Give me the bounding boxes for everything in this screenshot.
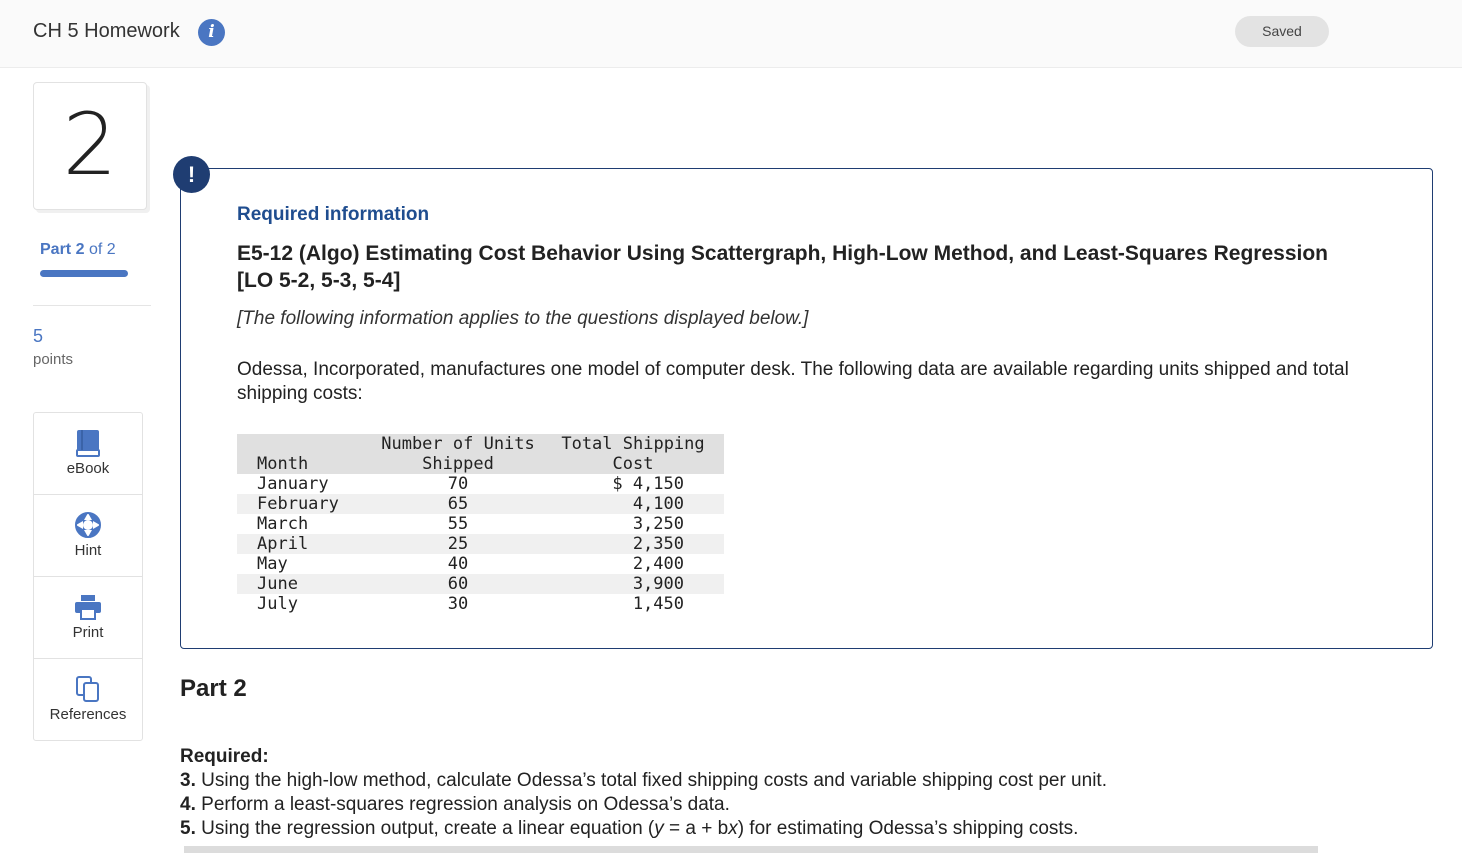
part-indicator [40, 241, 116, 259]
cell-month: July [257, 594, 298, 614]
cell-cost: 2,350 [632, 534, 684, 554]
table-header-row [237, 434, 724, 474]
hint-label: Hint [74, 542, 102, 559]
cell-units: 65 [447, 494, 469, 514]
part-progress-bar [40, 270, 128, 277]
header-cost: Total Shipping Cost [561, 434, 705, 474]
cell-units: 25 [447, 534, 469, 554]
cell-units: 40 [447, 554, 469, 574]
question-number: 2 [33, 82, 147, 210]
ebook-button[interactable] [34, 413, 142, 495]
required-info-heading: Required information [237, 204, 430, 225]
top-header [0, 0, 1462, 68]
table-row [237, 514, 724, 534]
rail-divider [33, 305, 151, 306]
table-row [237, 474, 724, 494]
requirement-5: 5. Using the regression output, create a linear equation (y = a + bx) for estimating Odessa’s shipping costs. [180, 818, 1079, 839]
assignment-title: CH 5 Homework [33, 20, 180, 42]
cell-month: January [257, 474, 329, 494]
print-label: Print [72, 624, 104, 641]
table-row [237, 554, 724, 574]
cell-month: June [257, 574, 298, 594]
table-body [237, 474, 724, 614]
cell-month: May [257, 554, 288, 574]
cell-month: February [257, 494, 339, 514]
printer-icon [34, 593, 142, 621]
cell-cost: 4,100 [632, 494, 684, 514]
exercise-title: E5-12 (Algo) Estimating Cost Behavior Using Scattergraph, High-Low Method, and Least-Squares Regression [LO 5-2, 5-3, 5-4] [237, 242, 1328, 292]
cell-cost: 1,450 [632, 594, 684, 614]
info-icon[interactable]: i [198, 19, 225, 46]
exercise-body: Odessa, Incorporated, manufactures one model of computer desk. The following data are available regarding units shipped and total shipping costs: [237, 359, 1349, 404]
shipping-data-table [237, 434, 724, 614]
requirement-3: 3. Using the high-low method, calculate Odessa’s total fixed shipping costs and variable shipping cost per unit. [180, 770, 1107, 791]
cell-units: 70 [447, 474, 469, 494]
references-label: References [49, 706, 127, 723]
cell-month: March [257, 514, 309, 534]
print-button[interactable] [34, 577, 142, 659]
points-label: points [33, 351, 74, 368]
alert-icon: ! [173, 156, 210, 193]
copy-icon [34, 675, 142, 703]
cell-month: April [257, 534, 309, 554]
part-of: of 2 [88, 241, 116, 258]
cell-units: 55 [447, 514, 469, 534]
references-button[interactable] [34, 659, 142, 741]
part-current: 2 [75, 241, 85, 258]
header-units: Number of Units Shipped [381, 434, 535, 474]
header-month: Month [257, 454, 309, 474]
points-value: 5 [33, 326, 44, 346]
tools-panel [33, 412, 143, 741]
cell-cost: 2,400 [632, 554, 684, 574]
ebook-label: eBook [66, 460, 110, 477]
table-row [237, 574, 724, 594]
exercise-note: [The following information applies to the questions displayed below.] [237, 308, 809, 329]
requirement-4: 4. Perform a least-squares regression analysis on Odessa’s data. [180, 794, 730, 815]
cell-units: 60 [447, 574, 469, 594]
table-row [237, 494, 724, 514]
cell-cost: $ 4,150 [612, 474, 684, 494]
saved-status-badge: Saved [1235, 16, 1329, 47]
cell-cost: 3,250 [632, 514, 684, 534]
lifebuoy-icon [34, 511, 142, 539]
table-row [237, 534, 724, 554]
table-row [237, 594, 724, 614]
required-label: Required: [180, 746, 269, 767]
part-title: Part 2 [180, 675, 247, 702]
hint-button[interactable] [34, 495, 142, 577]
cell-cost: 3,900 [632, 574, 684, 594]
bottom-scroll-bar[interactable] [184, 846, 1318, 853]
cell-units: 30 [447, 594, 469, 614]
part-word: Part [40, 241, 72, 258]
book-icon [34, 429, 142, 457]
